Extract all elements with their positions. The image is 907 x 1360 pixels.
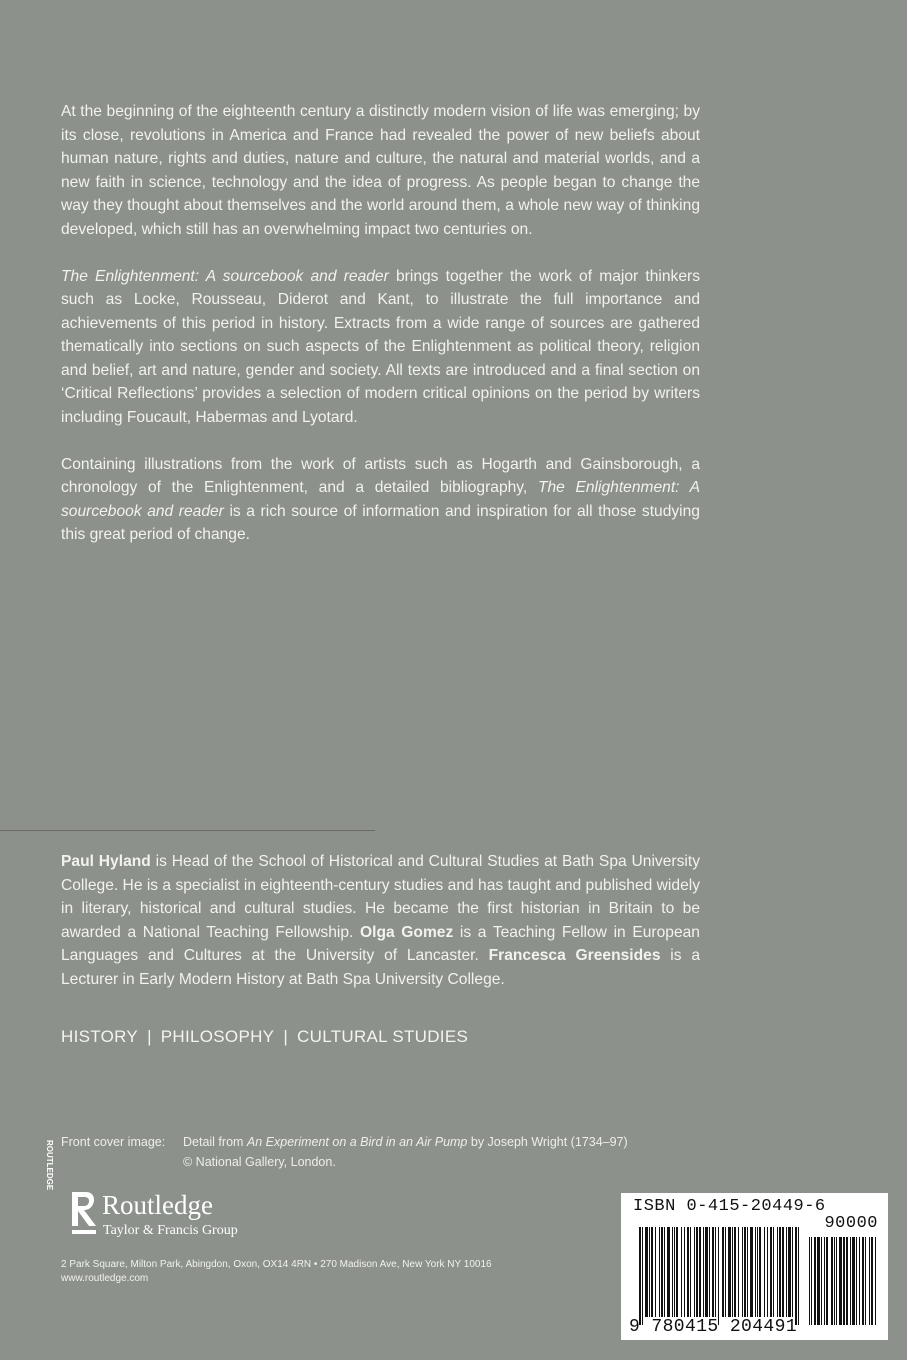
barcode-bar (718, 1227, 719, 1325)
blurb-paragraph-1 (61, 100, 700, 241)
barcode-bar (703, 1227, 704, 1317)
credit-line-1 (183, 1132, 628, 1152)
barcode-bar (738, 1227, 739, 1317)
barcode-bar (676, 1227, 678, 1317)
barcode-bar (757, 1227, 758, 1317)
barcode-bar (705, 1227, 708, 1317)
blurb-text: At the beginning of the eighteenth century a distinctly modern vision of life was emerging; by its close, revolutions in America and France had revealed the power of new beliefs about human nature, rights and duties, nature and culture, the natural and material worlds, and a new faith in science, technology and the idea of progress. As people began to change the way they thought about themselves and the world around them, a whole new way of thinking developed, which still has an overwhelming impact two centuries on. (61, 103, 700, 238)
barcode-bar (649, 1227, 650, 1317)
subject-history: HISTORY (61, 1027, 139, 1046)
addon-bar (821, 1237, 822, 1325)
subject-separator: | (147, 1027, 152, 1046)
addon-bar (875, 1237, 876, 1325)
author-name: Olga Gomez (360, 923, 454, 941)
blurb-text: is a rich source of information and inspiration for all those studying this great period of change. (61, 502, 700, 543)
barcode-bar (795, 1227, 797, 1325)
blurb-text: brings together the work of major thinkers such as Locke, Rousseau, Diderot and Kant, to illustrate the full importance and achievements of this period in history. Extracts from a wide range of sources are gathered thematically into sections on such aspects of the Enlightenment as political theory, religion and belief, art and nature, gender and society. All texts are introduced and a final section on ‘Critical Reflections’ provides a selection of modern critical opinions on the period by writers including Foucault, Habermas and Lyotard. (61, 267, 701, 426)
addon-bar (811, 1237, 812, 1325)
address-line: 2 Park Square, Milton Park, Abingdon, Oxon, OX14 4RN • 270 Madison Ave, New York NY 10016 (61, 1259, 492, 1270)
bio-text: is a Teaching Fellow in European Languages and Cultures at the University of Lancaster. (61, 923, 700, 964)
barcode-bar (687, 1227, 689, 1317)
barcode-bar (742, 1227, 743, 1317)
addon-bar (826, 1237, 828, 1325)
author-bio (61, 850, 700, 991)
barcode-bar (728, 1227, 731, 1317)
barcode-bar (732, 1227, 733, 1317)
barcode-bar (750, 1227, 753, 1317)
bio-text: is a Lecturer in Early Modern History at Bath Spa University College. (61, 947, 700, 988)
barcode-bar (744, 1227, 746, 1317)
barcode-bar (645, 1227, 648, 1317)
barcode-bar (777, 1227, 778, 1317)
barcode-bar (642, 1227, 643, 1325)
barcode-bar (782, 1227, 784, 1317)
barcode-bar (747, 1227, 748, 1317)
barcode-bar (694, 1227, 695, 1317)
addon-bar (871, 1237, 873, 1325)
publisher-name: Routledge (102, 1190, 213, 1220)
book-title-italic: The Enlightenment: A sourcebook and reader (61, 267, 389, 285)
barcode-bar (667, 1227, 670, 1317)
barcode-bar (664, 1227, 665, 1317)
blurb-paragraph-3 (61, 453, 700, 547)
barcode-bar (699, 1227, 701, 1317)
ean-first-digit: 9 (629, 1317, 641, 1337)
barcode-bar (722, 1227, 724, 1317)
barcode-bar (696, 1227, 698, 1317)
barcode-bar (792, 1227, 793, 1317)
barcode-bar (681, 1227, 682, 1317)
author-name: Francesca Greensides (488, 947, 661, 964)
artwork-title: An Experiment on a Bird in an Air Pump (246, 1135, 468, 1149)
addon-bar (869, 1237, 870, 1325)
barcode-bar (651, 1227, 653, 1317)
barcode-bar (684, 1227, 685, 1317)
credit-prefix: Detail from (183, 1135, 247, 1149)
barcode-bar (755, 1227, 756, 1317)
barcode-bar (712, 1227, 714, 1317)
addon-bar (865, 1237, 866, 1325)
barcode-bar (767, 1227, 768, 1317)
addon-bar (824, 1237, 825, 1325)
addon-bar (839, 1237, 842, 1325)
barcode-bar (674, 1227, 675, 1317)
publisher-group: Taylor & Francis Group (103, 1223, 238, 1238)
addon-bar (834, 1237, 835, 1325)
barcode-bar (639, 1227, 641, 1325)
book-title-italic: The Enlightenment: A sourcebook and reader (61, 479, 700, 520)
addon-bar (809, 1237, 810, 1325)
barcode-bar (786, 1227, 787, 1317)
addon-bar (846, 1237, 848, 1325)
addon-bar (836, 1237, 837, 1325)
barcode-bar (764, 1227, 765, 1317)
barcode-bar (661, 1227, 663, 1317)
subject-cultural-studies: CULTURAL STUDIES (297, 1027, 469, 1046)
barcode-bars-icon (631, 1215, 881, 1325)
publisher-website: www.routledge.com (61, 1273, 149, 1284)
credit-line-2: © National Gallery, London. (183, 1155, 336, 1169)
credit-suffix: by Joseph Wright (1734–97) (467, 1135, 628, 1149)
addon-bar (859, 1237, 860, 1325)
barcode-bar (798, 1227, 799, 1325)
barcode-bar (709, 1227, 710, 1317)
addon-bar (831, 1237, 833, 1325)
ean-right-group: 204491 (729, 1317, 798, 1337)
barcode-bar (770, 1227, 772, 1317)
blurb-paragraph-2 (61, 265, 700, 430)
addon-bar (843, 1237, 845, 1325)
barcode-bar (725, 1227, 726, 1317)
subject-separator: | (283, 1027, 289, 1046)
subject-categories (61, 1027, 468, 1047)
addon-bar (856, 1237, 857, 1325)
barcode-bar (779, 1227, 781, 1317)
subject-philosophy: PHILOSOPHY (160, 1027, 275, 1046)
logo-spine-text: ROUTLEDGE (45, 1140, 54, 1191)
isbn-number: ISBN 0-415-20449-6 (633, 1197, 826, 1216)
barcode-bar (715, 1227, 716, 1317)
addon-bar (852, 1237, 855, 1325)
barcode-bar (690, 1227, 691, 1317)
routledge-logo-icon (45, 1140, 98, 1242)
addon-bar (862, 1237, 864, 1325)
ean-left-group: 780415 (651, 1317, 719, 1337)
barcode-bar (788, 1227, 791, 1317)
blurb-text: Containing illustrations from the work of artists such as Hogarth and Gainsborough, a chronology of the Enlightenment, and a detailed bibliography, (61, 455, 700, 496)
addon-bar (814, 1237, 816, 1325)
barcode-bar (773, 1227, 774, 1317)
addon-bar (817, 1237, 820, 1325)
addon-bar (850, 1237, 851, 1325)
barcode-bar (659, 1227, 660, 1317)
back-cover-blurb (61, 100, 700, 570)
section-divider (0, 830, 375, 831)
publisher-address (61, 1258, 492, 1286)
author-name: Paul Hyland (61, 853, 151, 870)
barcode-bar (759, 1227, 761, 1317)
ean-digits (629, 1317, 797, 1337)
bio-text: is Head of the School of Historical and Cultural Studies at Bath Spa University College. He is a specialist in eighteenth-century studies and has taught and published widely in literary, historical and cultural studies. He became the first historian in Britain to be awarded a National Teaching Fellowship. (61, 853, 700, 941)
credit-text (183, 1132, 628, 1172)
isbn-barcode (621, 1193, 888, 1340)
barcode-bar (734, 1227, 736, 1317)
barcode-bar (655, 1227, 656, 1317)
barcode-bar (672, 1227, 673, 1317)
price-addon: 90000 (824, 1214, 878, 1233)
credit-label: Front cover image: (61, 1135, 166, 1149)
